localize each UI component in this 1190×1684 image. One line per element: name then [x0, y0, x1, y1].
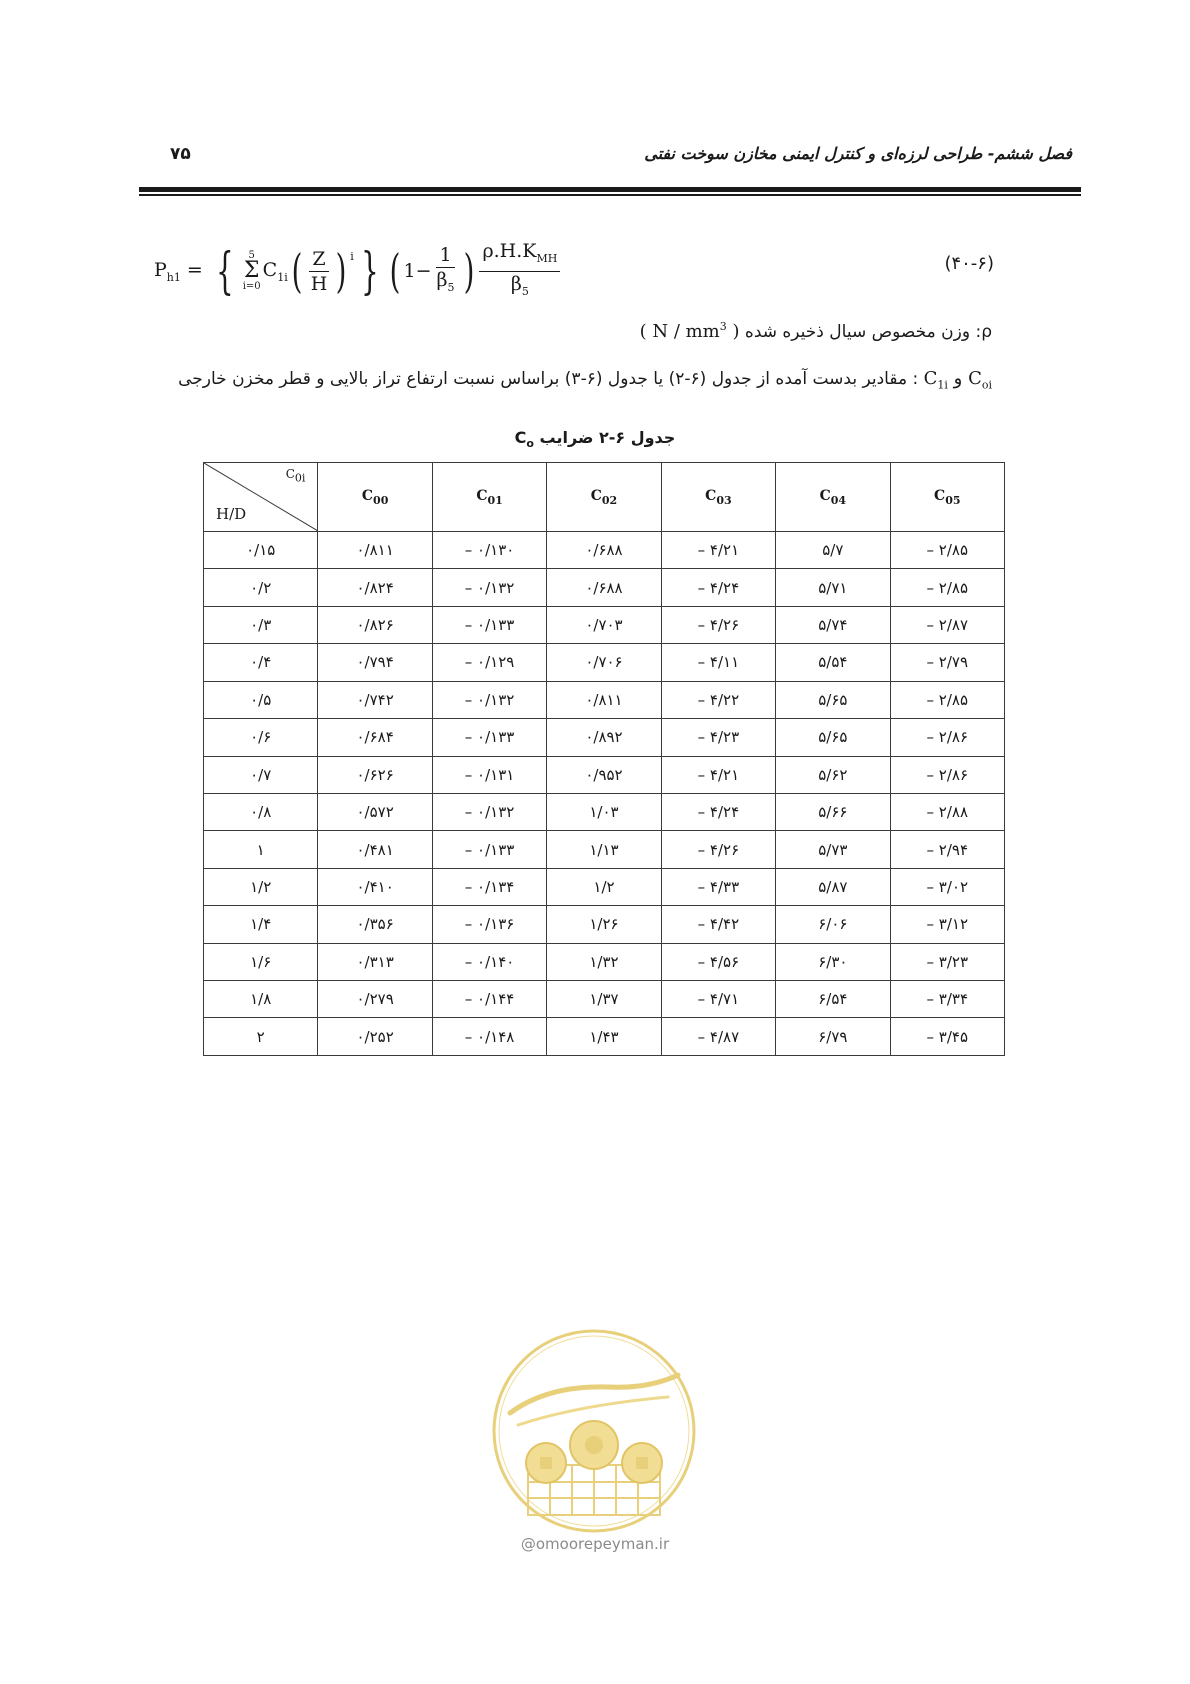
coefficient-cell: ۵/۵۴ [776, 644, 890, 681]
hd-ratio-cell: ۰/۴ [204, 644, 318, 681]
header-label-base: C [934, 487, 946, 504]
coefficient-cell: ۰/۴۸۱ [318, 831, 432, 868]
coefficient-cell: – ۲/۸۶ [890, 719, 1004, 756]
coefficient-cell: – ۳/۱۲ [890, 906, 1004, 943]
chapter-title: فصل ششم- طراحی لرزه‌ای و کنترل ایمنی مخازن سوخت نفتی [644, 144, 1072, 163]
table-row [204, 644, 1005, 681]
coefficient-cell: ۶/۵۴ [776, 981, 890, 1018]
hd-ratio-cell: ۰/۶ [204, 719, 318, 756]
table-corner-cell [204, 463, 318, 532]
watermark-site: @omoorepeyman.ir [520, 1535, 670, 1553]
hd-ratio-cell: ۰/۷ [204, 756, 318, 793]
coefficient-cell: – ۰/۱۳۳ [432, 719, 546, 756]
definition-rho [640, 320, 992, 342]
coefficient-table [203, 462, 1005, 1056]
coefficient-cell: ۱/۳۲ [547, 943, 661, 980]
rho-unit: ( N / $mm^3$ ) [639, 320, 740, 342]
coefficient-cell: ۵/۶۵ [776, 681, 890, 718]
coefficient-cell: ۵/۷۱ [776, 569, 890, 606]
c-text: : مقادیر بدست آمده از جدول (۶-۲) یا جدول (۶-۳) براساس نسبت ارتفاع تراز بالایی و قطر مخزن خارجی [178, 369, 924, 389]
hd-ratio-cell: ۱ [204, 831, 318, 868]
coefficient-cell: ۰/۲۷۹ [318, 981, 432, 1018]
coefficient-cell: ۰/۸۱۱ [547, 681, 661, 718]
coefficient-cell: ۰/۶۸۸ [547, 569, 661, 606]
coefficient-cell: ۱/۱۳ [547, 831, 661, 868]
coefficient-cell: – ۲/۸۵ [890, 532, 1004, 569]
table-row [204, 569, 1005, 606]
table-row [204, 532, 1005, 569]
coefficient-cell: ۰/۵۷۲ [318, 793, 432, 830]
coefficient-cell: ۰/۷۴۲ [318, 681, 432, 718]
table-caption: جدول ۶-۲ ضرایب $C_o$ [514, 428, 676, 451]
coefficient-cell: ۰/۸۹۲ [547, 719, 661, 756]
coefficient-cell: ۱/۰۳ [547, 793, 661, 830]
hd-ratio-cell: ۲ [204, 1018, 318, 1056]
coefficient-cell: – ۰/۱۳۲ [432, 569, 546, 606]
coefficient-cell: ۰/۶۸۸ [547, 532, 661, 569]
coefficient-cell: – ۰/۱۲۹ [432, 644, 546, 681]
coefficient-cell: – ۲/۸۷ [890, 606, 1004, 643]
header-c05 [890, 463, 1004, 532]
rho-symbol: ρ [981, 322, 992, 342]
coefficient-cell: ۶/۷۹ [776, 1018, 890, 1056]
table-row [204, 681, 1005, 718]
header-label-sub: 04 [830, 493, 847, 507]
coefficient-cell: – ۲/۸۸ [890, 793, 1004, 830]
coefficient-cell: ۰/۸۲۶ [318, 606, 432, 643]
table-row [204, 943, 1005, 980]
coefficient-cell: – ۰/۱۳۰ [432, 532, 546, 569]
table-row [204, 793, 1005, 830]
coefficient-cell: – ۰/۱۴۸ [432, 1018, 546, 1056]
coefficient-cell: – ۴/۲۱ [661, 532, 775, 569]
table-row [204, 719, 1005, 756]
table-row [204, 606, 1005, 643]
coefficient-cell: – ۰/۱۳۲ [432, 793, 546, 830]
coefficient-cell: – ۰/۱۳۳ [432, 831, 546, 868]
coefficient-cell: – ۴/۲۳ [661, 719, 775, 756]
coefficient-cell: ۰/۷۰۳ [547, 606, 661, 643]
coefficient-cell: – ۰/۱۳۳ [432, 606, 546, 643]
coefficient-cell: ۰/۶۸۴ [318, 719, 432, 756]
hd-ratio-cell: ۱/۴ [204, 906, 318, 943]
corner-label-hd: H/D [216, 505, 247, 523]
coefficient-cell: ۶/۰۶ [776, 906, 890, 943]
header-label-sub: 01 [487, 493, 503, 507]
coefficient-cell: ۰/۳۵۶ [318, 906, 432, 943]
hd-ratio-cell: ۱/۶ [204, 943, 318, 980]
hd-ratio-cell: ۰/۲ [204, 569, 318, 606]
coefficient-cell: ۵/۷۴ [776, 606, 890, 643]
header-rule-thin [139, 194, 1081, 196]
table-row [204, 981, 1005, 1018]
corner-label-coi: $C_{0i}$ [285, 467, 306, 485]
coefficient-cell: ۰/۶۲۶ [318, 756, 432, 793]
equation-ph1: $P_{h1}$ = { 5 Σ i=0 $C_{1i}$ ( $\frac{Z}{H}$ ) $^i$ } ( 1− $\frac{1}{\beta_5}$ ) $\frac{\rho.H.K_{MH}}{\beta_5}$ [154, 236, 562, 306]
coefficient-cell: – ۴/۱۱ [661, 644, 775, 681]
coefficient-cell: ۱/۲۶ [547, 906, 661, 943]
coefficient-cell: – ۲/۸۶ [890, 756, 1004, 793]
coefficient-cell: ۰/۸۲۴ [318, 569, 432, 606]
coefficient-cell: – ۴/۴۲ [661, 906, 775, 943]
coefficient-cell: – ۴/۲۶ [661, 606, 775, 643]
hd-ratio-cell: ۰/۸ [204, 793, 318, 830]
coefficient-cell: – ۴/۲۴ [661, 793, 775, 830]
definition-coefficients [178, 368, 992, 392]
coefficient-cell: – ۲/۷۹ [890, 644, 1004, 681]
coefficient-cell: ۰/۹۵۲ [547, 756, 661, 793]
coefficient-cell: ۰/۳۱۳ [318, 943, 432, 980]
table-row [204, 906, 1005, 943]
coefficient-cell: – ۲/۹۴ [890, 831, 1004, 868]
coefficient-cell: ۰/۷۹۴ [318, 644, 432, 681]
coefficient-cell: – ۴/۲۶ [661, 831, 775, 868]
coefficient-cell: – ۴/۲۱ [661, 756, 775, 793]
coefficient-cell: ۰/۴۱۰ [318, 868, 432, 905]
table-row [204, 756, 1005, 793]
equation-number: (۴۰-۶) [944, 253, 994, 274]
table-row [204, 868, 1005, 905]
coefficient-cell: ۰/۸۱۱ [318, 532, 432, 569]
coefficient-cell: – ۰/۱۴۴ [432, 981, 546, 1018]
header-label-sub: 02 [601, 493, 618, 507]
coefficient-cell: – ۲/۸۵ [890, 569, 1004, 606]
coefficient-cell: – ۴/۸۷ [661, 1018, 775, 1056]
coefficient-cell: – ۴/۲۲ [661, 681, 775, 718]
coefficient-cell: – ۳/۴۵ [890, 1018, 1004, 1056]
header-label-sub: 00 [373, 493, 389, 507]
hd-ratio-cell: ۰/۳ [204, 606, 318, 643]
coefficient-cell: ۰/۲۵۲ [318, 1018, 432, 1056]
hd-ratio-cell: ۰/۱۵ [204, 532, 318, 569]
header-label-sub: 03 [716, 493, 732, 507]
coefficient-cell: – ۳/۰۲ [890, 868, 1004, 905]
coefficient-cell: ۵/۷ [776, 532, 890, 569]
coefficient-cell: ۱/۴۳ [547, 1018, 661, 1056]
header-c00 [318, 463, 432, 532]
table-row [204, 831, 1005, 868]
table-body [204, 532, 1005, 1056]
header-c03 [661, 463, 775, 532]
coefficient-cell: ۱/۳۷ [547, 981, 661, 1018]
coefficient-cell: – ۰/۱۳۲ [432, 681, 546, 718]
coefficient-cell: – ۲/۸۵ [890, 681, 1004, 718]
table-row [204, 1018, 1005, 1056]
coefficient-cell: – ۰/۱۳۱ [432, 756, 546, 793]
rho-text: : وزن مخصوص سیال ذخیره شده [744, 322, 982, 342]
header-rule [139, 187, 1081, 192]
coefficient-cell: ۵/۶۲ [776, 756, 890, 793]
coefficient-cell: – ۴/۵۶ [661, 943, 775, 980]
header-c01 [432, 463, 546, 532]
header-label-base: C [819, 487, 831, 504]
hd-ratio-cell: ۰/۵ [204, 681, 318, 718]
header-label-sub: 05 [945, 493, 961, 507]
header-label-base: C [590, 487, 602, 504]
header-label-base: C [476, 487, 488, 504]
coefficient-cell: – ۰/۱۴۰ [432, 943, 546, 980]
coefficient-cell: – ۴/۲۴ [661, 569, 775, 606]
coefficient-cell: ۵/۷۳ [776, 831, 890, 868]
page-number: ۷۵ [170, 144, 191, 164]
coefficient-cell: ۵/۸۷ [776, 868, 890, 905]
c-symbols: $C_{1i}$ و $C_{oi}$ [923, 368, 992, 392]
coefficient-cell: ۶/۳۰ [776, 943, 890, 980]
header-c02 [547, 463, 661, 532]
coefficient-cell: ۵/۶۶ [776, 793, 890, 830]
watermark-logo [488, 1325, 700, 1537]
coefficient-cell: ۵/۶۵ [776, 719, 890, 756]
coefficient-cell: ۰/۷۰۶ [547, 644, 661, 681]
hd-ratio-cell: ۱/۸ [204, 981, 318, 1018]
coefficient-cell: – ۴/۳۳ [661, 868, 775, 905]
header-label-base: C [361, 487, 374, 504]
coefficient-cell: – ۳/۳۴ [890, 981, 1004, 1018]
coefficient-cell: – ۴/۷۱ [661, 981, 775, 1018]
coefficient-cell: – ۰/۱۳۶ [432, 906, 546, 943]
table-header-row [204, 463, 1005, 532]
coefficient-cell: – ۰/۱۳۴ [432, 868, 546, 905]
header-c04 [776, 463, 890, 532]
hd-ratio-cell: ۱/۲ [204, 868, 318, 905]
coefficient-cell: – ۳/۲۳ [890, 943, 1004, 980]
header-label-base: C [705, 487, 717, 504]
coefficient-cell: ۱/۲ [547, 868, 661, 905]
